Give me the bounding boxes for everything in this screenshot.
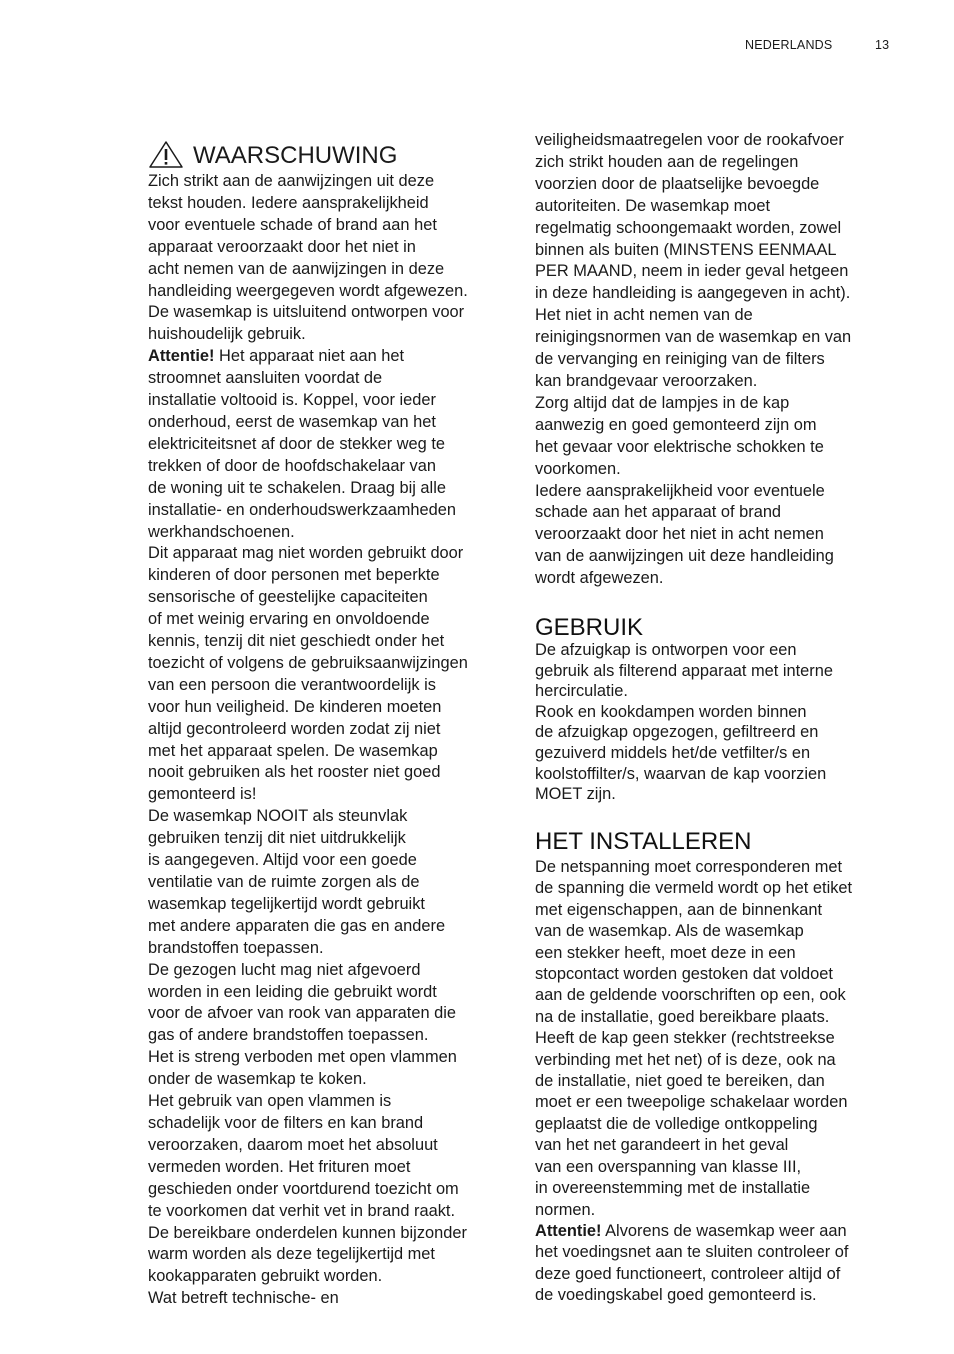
text-line: stopcontact worden gestoken dat voldoet (535, 965, 833, 984)
text-line: of met weinig ervaring en onvoldoende (148, 610, 430, 629)
text-line: trekken of door de hoofdschakelaar van (148, 456, 436, 475)
text-line: altijd gecontroleerd worden zodat zij niet (148, 719, 441, 738)
text-line: schadelijk voor de filters en kan brand (148, 1113, 424, 1132)
text-line: wordt afgewezen. (535, 569, 664, 588)
text-line: PER MAAND, neem in ieder geval hetgeen (535, 262, 849, 281)
text-line: De afzuigkap is ontworpen voor een (535, 641, 797, 659)
text-line: tekst houden. Iedere aansprakelijkheid (148, 193, 429, 212)
text-line: vermeden worden. Het frituren moet (148, 1157, 411, 1176)
text-line: Het is streng verboden met open vlammen (148, 1048, 457, 1067)
text-line: geplaatst die de volledige ontkoppeling (535, 1114, 818, 1133)
page-header (0, 38, 954, 54)
text-line: het voedingsnet aan te sluiten controleer of (535, 1243, 849, 1262)
text-line: Attentie! Alvorens de wasemkap weer aan (535, 1221, 847, 1240)
text-line: onderhoud, eerst de wasemkap van het (148, 412, 436, 431)
text-line: Zich strikt aan de aanwijzingen uit deze (148, 172, 435, 190)
text-line: handleiding weergegeven wordt afgewezen. (148, 281, 468, 300)
text-line: Het gebruik van open vlammen is (148, 1092, 392, 1111)
text-line: Heeft de kap geen stekker (rechtstreekse (535, 1029, 835, 1048)
text-line: Zorg altijd dat de lampjes in de kap (535, 393, 790, 412)
installeren-body (535, 857, 897, 1307)
text-line: Dit apparaat mag niet worden gebruikt door (148, 544, 464, 563)
text-line: worden in een leiding die gebruikt wordt (148, 982, 437, 1001)
text-line: van de aanwijzingen uit deze handleiding (535, 547, 834, 566)
text-line: voorkomen. (535, 459, 621, 478)
text-line: autoriteiten. De wasemkap moet (535, 196, 771, 215)
text-line: gebruiken tenzij dit niet uitdrukkelijk (148, 829, 406, 848)
text-line: ventilatie van de ruimte zorgen als de (148, 873, 420, 891)
text-line: De wasemkap is uitsluitend ontworpen voor (148, 303, 465, 322)
text-line: apparaat veroorzaakt door het niet in (148, 237, 416, 256)
text-line: regelmatig schoongemaakt worden, zowel (535, 218, 842, 237)
text-line: van een overspanning van klasse III, (535, 1157, 802, 1176)
text-line: Het niet in acht nemen van de (535, 306, 753, 325)
text-line: gebruik als filterend apparaat met interne (535, 661, 833, 680)
page-number: 13 (875, 38, 890, 52)
text-line: elektriciteitsnet af door de stekker weg te (148, 434, 446, 453)
text-line: Wat betreft technische- en (148, 1289, 339, 1308)
text-line: deze goed functioneert, controleer altijd of (535, 1264, 841, 1283)
text-line: de woning uit te schakelen. Draag bij alle (148, 478, 446, 497)
text-line: werkhandschoenen. (148, 522, 295, 541)
attention-label: Attentie! (535, 1221, 602, 1240)
text-line: voor hun veiligheid. De kinderen moeten (148, 697, 442, 716)
text-line: huishoudelijk gebruik. (148, 325, 306, 344)
text-line: acht nemen van de aanwijzingen in deze (148, 259, 445, 278)
text-line: in deze handleiding is aangegeven in acht). (535, 284, 851, 303)
text-line: brandstoffen toepassen. (148, 938, 324, 957)
text-line: wasemkap tegelijkertijd wordt gebruikt (148, 894, 425, 913)
text-line: kinderen of door personen met beperkte (148, 566, 440, 585)
text-line: kennis, tenzij dit niet geschiedt onder het (148, 632, 445, 651)
text-line: de installatie, niet goed te bereiken, dan (535, 1072, 825, 1091)
text-line: van het net garandeert in het geval (535, 1136, 789, 1155)
text-line: een stekker heeft, moet deze in een (535, 943, 796, 962)
text-line: Iedere aansprakelijkheid voor eventuele (535, 481, 825, 500)
text-line: verbinding met het net) of is deze, ook na (535, 1050, 836, 1069)
text-line: kookapparaten gebruikt worden. (148, 1267, 383, 1286)
text-line: reinigingsnormen van de wasemkap en van (535, 328, 852, 347)
warning-body-left (148, 171, 510, 1310)
text-line: installatie voltooid is. Koppel, voor ieder (148, 391, 436, 410)
text-line: kan brandgevaar veroorzaken. (535, 371, 758, 390)
text-line: toezicht of volgens de gebruiksaanwijzingen (148, 653, 468, 672)
section-title-installeren: HET INSTALLEREN (535, 828, 752, 855)
attention-label: Attentie! (148, 347, 215, 366)
text-line: van de wasemkap. Als de wasemkap (535, 922, 804, 941)
text-line: De wasemkap NOOIT als steunvlak (148, 807, 408, 826)
text-line: van een persoon die verantwoordelijk is (148, 675, 436, 694)
text-line: veroorzaakt door het niet in acht nemen (535, 525, 824, 544)
text-line: de vervanging en reiniging van de filters (535, 350, 825, 369)
text-line: het gevaar voor elektrische schokken te (535, 437, 824, 456)
text-line: installatie- en onderhoudswerkzaamheden (148, 500, 456, 519)
text-line: na de installatie, goed bereikbare plaats. (535, 1007, 830, 1026)
text-line: veiligheidsmaatregelen voor de rookafvoer (535, 131, 844, 149)
gebruik-body (535, 640, 897, 805)
text-line: schade aan het apparaat of brand (535, 503, 782, 522)
text-line: koolstoffilter/s, waarvan de kap voorzien (535, 764, 827, 783)
text-line: Attentie! Het apparaat niet aan het (148, 347, 405, 366)
text-line: voor eventuele schade of brand aan het (148, 215, 437, 234)
text-line: normen. (535, 1200, 596, 1219)
text-line: gas of andere brandstoffen toepassen. (148, 1026, 429, 1045)
text-line: De bereikbare onderdelen kunnen bijzonder (148, 1223, 467, 1242)
text-line: sensorische of geestelijke capaciteiten (148, 588, 428, 607)
text-line: MOET zijn. (535, 785, 616, 804)
text-line: gemonteerd is! (148, 785, 257, 804)
text-line: De netspanning moet corresponderen met (535, 858, 843, 876)
text-line: geschieden onder voortdurend toezicht om (148, 1179, 459, 1198)
text-line: zich strikt houden aan de regelingen (535, 152, 799, 171)
text-line: de afzuigkap opgezogen, gefiltreerd en (535, 723, 819, 742)
text-line: voor de afvoer van rook van apparaten die (148, 1004, 456, 1023)
text-line: De gezogen lucht mag niet afgevoerd (148, 960, 421, 979)
warning-title: WAARSCHUWING (193, 142, 398, 169)
text-line: onder de wasemkap te koken. (148, 1070, 367, 1089)
text-line: gezuiverd middels het/de vetfilter/s en (535, 743, 811, 762)
text-line: moet er een tweepolige schakelaar worden (535, 1093, 848, 1112)
text-line: aan de geldende voorschriften op een, ook (535, 986, 846, 1005)
text-line: nooit gebruiken als het rooster niet goed (148, 763, 441, 782)
section-title-gebruik: GEBRUIK (535, 614, 644, 641)
text-line: met andere apparaten die gas en andere (148, 916, 446, 935)
text-line: hercirculatie. (535, 682, 628, 701)
text-line: de voedingskabel goed gemonteerd is. (535, 1286, 817, 1305)
header-language: NEDERLANDS (745, 38, 833, 52)
text-line: stroomnet aansluiten voordat de (148, 369, 383, 388)
text-line: warm worden als deze tegelijkertijd met (148, 1245, 435, 1264)
text-line: de spanning die vermeld wordt op het etiket (535, 879, 853, 898)
text-line: in overeenstemming met de installatie (535, 1179, 811, 1198)
text-line: veroorzaken, daarom moet het absoluut (148, 1135, 438, 1154)
text-line: aanwezig en goed gemonteerd zijn om (535, 415, 817, 434)
text-line: Rook en kookdampen worden binnen (535, 702, 807, 721)
warning-triangle-icon (148, 140, 184, 169)
text-line: met eigenschappen, aan de binnenkant (535, 900, 823, 919)
text-line: binnen als buiten (MINSTENS EENMAAL (535, 240, 837, 259)
text-line: is aangegeven. Altijd voor een goede (148, 851, 417, 870)
text-line: te voorkomen dat verhit vet in brand raakt. (148, 1201, 456, 1220)
text-line: met het apparaat spelen. De wasemkap (148, 741, 438, 760)
text-line: voorzien door de plaatselijke bevoegde (535, 174, 820, 193)
warning-body-right (535, 130, 897, 590)
